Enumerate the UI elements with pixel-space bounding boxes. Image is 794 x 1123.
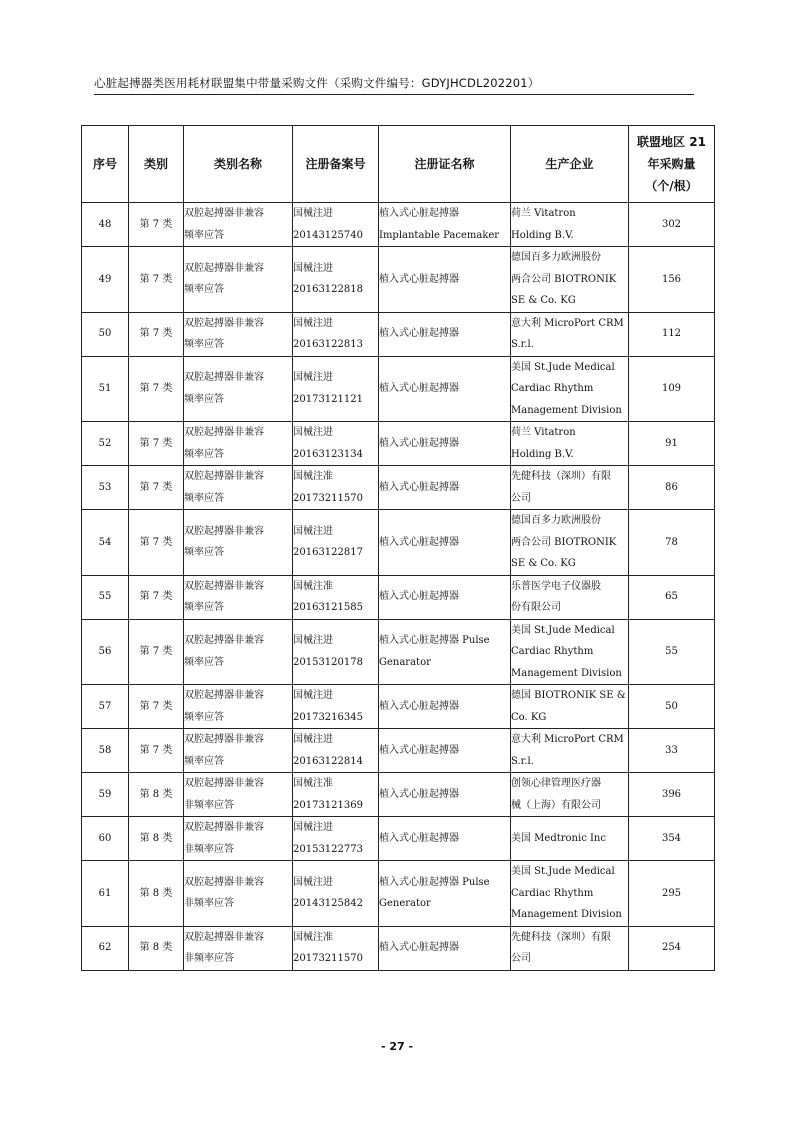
cell-company	[511, 247, 629, 313]
cell-volume	[629, 247, 715, 313]
cell-volume	[629, 773, 715, 817]
cell-company-text: 创领心律管理医疗器 械（上海）有限公司	[511, 778, 601, 811]
column-header: 注册证名称	[379, 126, 511, 203]
cell-cat-text: 第 7 类	[139, 218, 173, 230]
cell-name-text: 双腔起搏器非兼容 非频率应答	[184, 876, 264, 910]
cell-reg-text: 国械注准 20163121585	[293, 580, 363, 613]
cell-company	[511, 575, 629, 619]
cell-cat-text: 第 7 类	[139, 646, 173, 657]
cell-name-text: 双腔起搏器非兼容 频率应答	[184, 525, 264, 559]
cell-company-text: 美国 St.Jude Medical Cardiac Rhythm Management Division	[511, 866, 622, 920]
cell-name-text: 双腔起搏器非兼容 频率应答	[184, 427, 264, 460]
cell-no-text: 61	[98, 887, 112, 899]
cell-name-text: 双腔起搏器非兼容 非频率应答	[184, 931, 264, 964]
cell-cert	[379, 247, 511, 313]
cell-cat-text: 第 7 类	[139, 273, 173, 285]
cell-reg	[293, 729, 379, 773]
cell-cat-text: 第 7 类	[139, 744, 173, 756]
cell-reg-text: 国械注进 20163122813	[293, 317, 363, 350]
cell-name	[184, 312, 293, 356]
cell-volume	[629, 466, 715, 510]
cell-reg	[293, 203, 379, 247]
cell-reg-text: 国械注进 20173216345	[293, 690, 363, 723]
cell-cat	[129, 575, 184, 619]
cell-no	[82, 619, 129, 685]
cell-cert	[379, 926, 511, 970]
cell-no	[82, 773, 129, 817]
table-row	[82, 773, 715, 817]
cell-cert-text: 植入式心脏起搏器	[379, 481, 459, 493]
cell-no-text: 60	[98, 832, 112, 844]
table-row	[82, 685, 715, 729]
cell-cat-text: 第 7 类	[139, 481, 173, 493]
cell-company-text: 先健科技（深圳）有限 公司	[511, 471, 611, 504]
cell-cat	[129, 773, 184, 817]
cell-cert-text: 植入式心脏起搏器 Implantable Pacemaker	[379, 208, 500, 241]
cell-reg-text: 国械注准 20173121369	[293, 778, 363, 811]
cell-cert-text: 植入式心脏起搏器	[379, 437, 459, 449]
cell-company	[511, 312, 629, 356]
cell-name-text: 双腔起搏器非兼容 频率应答	[184, 262, 264, 296]
cell-no-text: 58	[98, 744, 112, 756]
cell-cert-text: 植入式心脏起搏器 Pulse Genarator	[379, 635, 490, 668]
cell-cert	[379, 203, 511, 247]
cell-cert	[379, 466, 511, 510]
cell-cert-text: 植入式心脏起搏器	[379, 942, 459, 954]
cell-name-text: 双腔起搏器非兼容 频率应答	[184, 317, 264, 350]
cell-volume-text: 78	[665, 536, 678, 548]
cell-cat	[129, 817, 184, 861]
cell-name	[184, 619, 293, 685]
cell-company-text: 意大利 MicroPort CRM S.r.l.	[511, 734, 624, 767]
cell-volume-text: 91	[665, 437, 678, 449]
cell-cert	[379, 422, 511, 466]
column-header: 类别	[129, 126, 184, 203]
cell-cert	[379, 861, 511, 927]
cell-name	[184, 861, 293, 927]
cell-name-text: 双腔起搏器非兼容 频率应答	[184, 635, 264, 668]
cell-name-text: 双腔起搏器非兼容 频率应答	[184, 690, 264, 723]
cell-no	[82, 356, 129, 422]
cell-name	[184, 510, 293, 576]
cell-company	[511, 685, 629, 729]
cell-reg	[293, 926, 379, 970]
cell-volume-text: 254	[661, 942, 682, 954]
document-header: 心脏起搏器类医用耗材联盟集中带量采购文件（采购文件编号：GDYJHCDL202201）	[94, 76, 540, 90]
cell-reg	[293, 861, 379, 927]
cell-cert-text: 植入式心脏起搏器	[379, 536, 459, 548]
cell-name-text: 双腔起搏器非兼容 频率应答	[184, 471, 264, 504]
table-row	[82, 729, 715, 773]
cell-cat	[129, 247, 184, 313]
cell-no	[82, 926, 129, 970]
table-body	[82, 203, 715, 971]
cell-name-text: 双腔起搏器非兼容 频率应答	[184, 208, 264, 241]
cell-reg-text: 国械注进 20163122818	[293, 262, 363, 296]
cell-company-text: 美国 St.Jude Medical Cardiac Rhythm Management Division	[511, 624, 622, 679]
cell-cat-text: 第 8 类	[139, 942, 173, 954]
cell-volume	[629, 729, 715, 773]
cell-volume-text: 112	[661, 328, 682, 340]
table-row	[82, 861, 715, 927]
cell-no-text: 56	[98, 646, 112, 657]
cell-no-text: 52	[98, 437, 112, 449]
column-header: 注册备案号	[293, 126, 379, 203]
header-divider	[94, 94, 694, 95]
cell-no-text: 62	[98, 942, 112, 954]
cell-company	[511, 356, 629, 422]
cell-volume	[629, 203, 715, 247]
cell-no	[82, 729, 129, 773]
cell-cat-text: 第 7 类	[139, 536, 173, 548]
cell-cat-text: 第 7 类	[139, 383, 173, 394]
cell-reg	[293, 247, 379, 313]
cell-reg	[293, 356, 379, 422]
cell-reg-text: 国械注进 20163123134	[293, 427, 363, 460]
cell-volume	[629, 510, 715, 576]
cell-cat	[129, 685, 184, 729]
cell-name	[184, 466, 293, 510]
cell-cert	[379, 729, 511, 773]
cell-cat	[129, 203, 184, 247]
cell-volume-text: 65	[665, 591, 678, 603]
table-row	[82, 356, 715, 422]
cell-volume	[629, 422, 715, 466]
cell-no-text: 48	[98, 218, 112, 230]
cell-company-text: 荷兰 Vitatron Holding B.V.	[511, 208, 576, 241]
cell-cert	[379, 356, 511, 422]
cell-company-text: 德国 BIOTRONIK SE & Co. KG	[511, 690, 626, 723]
cell-company	[511, 203, 629, 247]
cell-cat	[129, 926, 184, 970]
procurement-table	[81, 125, 715, 971]
cell-volume-text: 86	[665, 481, 678, 493]
cell-no	[82, 575, 129, 619]
cell-company-text: 德国百多力欧洲股份 两合公司 BIOTRONIK SE & Co. KG	[511, 252, 617, 306]
cell-name	[184, 926, 293, 970]
cell-cert-text: 植入式心脏起搏器	[379, 788, 459, 800]
cell-name	[184, 817, 293, 861]
cell-cat-text: 第 7 类	[139, 328, 173, 340]
page-number: - 27 -	[380, 1040, 414, 1053]
cell-cat-text: 第 7 类	[139, 591, 173, 603]
cell-volume-text: 295	[661, 887, 682, 899]
cell-company	[511, 619, 629, 685]
cell-name	[184, 203, 293, 247]
cell-name	[184, 422, 293, 466]
cell-cert-text: 植入式心脏起搏器	[379, 744, 459, 756]
cell-company	[511, 773, 629, 817]
cell-name	[184, 773, 293, 817]
cell-cert	[379, 773, 511, 817]
cell-cat-text: 第 8 类	[139, 887, 173, 899]
cell-cat	[129, 619, 184, 685]
cell-company	[511, 729, 629, 773]
cell-reg-text: 国械注进 20153120178	[293, 635, 363, 668]
cell-cert-text: 植入式心脏起搏器	[379, 591, 459, 603]
cell-company-text: 意大利 MicroPort CRM S.r.l.	[511, 317, 624, 350]
cell-no-text: 57	[98, 700, 112, 712]
cell-cert	[379, 619, 511, 685]
cell-cert-text: 植入式心脏起搏器	[379, 273, 459, 285]
cell-cat-text: 第 7 类	[139, 437, 173, 449]
cell-reg	[293, 510, 379, 576]
cell-cat-text: 第 8 类	[139, 832, 173, 844]
cell-volume-text: 33	[665, 744, 678, 756]
cell-cert-text: 植入式心脏起搏器	[379, 832, 459, 844]
cell-company	[511, 861, 629, 927]
cell-volume-text: 156	[661, 273, 682, 285]
cell-reg-text: 国械注进 20143125740	[293, 208, 363, 241]
cell-company	[511, 510, 629, 576]
table-row	[82, 312, 715, 356]
cell-company-text: 先健科技（深圳）有限 公司	[511, 931, 611, 964]
cell-reg-text: 国械注进 20143125842	[293, 876, 363, 910]
cell-reg-text: 国械注进 20153122773	[293, 822, 363, 855]
cell-no-text: 50	[98, 328, 112, 340]
table-row	[82, 466, 715, 510]
cell-reg	[293, 619, 379, 685]
cell-no	[82, 247, 129, 313]
cell-name	[184, 685, 293, 729]
cell-name-text: 双腔起搏器非兼容 非频率应答	[184, 822, 264, 855]
cell-name	[184, 356, 293, 422]
column-header: 序号	[82, 126, 129, 203]
column-header: 生产企业	[511, 126, 629, 203]
cell-reg	[293, 773, 379, 817]
cell-reg	[293, 685, 379, 729]
cell-volume-text: 50	[665, 700, 678, 712]
cell-cert-text: 植入式心脏起搏器	[379, 383, 459, 394]
cell-volume-text: 55	[665, 646, 678, 657]
cell-volume-text: 396	[661, 788, 682, 800]
cell-company-text: 美国 St.Jude Medical Cardiac Rhythm Management Division	[511, 361, 622, 416]
cell-reg-text: 国械注进 20163122817	[293, 525, 363, 559]
cell-reg-text: 国械注准 20173211570	[293, 931, 363, 964]
cell-reg	[293, 312, 379, 356]
cell-reg-text: 国械注准 20173211570	[293, 471, 363, 504]
cell-cert	[379, 510, 511, 576]
table-row	[82, 619, 715, 685]
column-header: 类别名称	[184, 126, 293, 203]
cell-company-text: 乐普医学电子仪器股 份有限公司	[511, 580, 601, 613]
table-header-row	[82, 126, 715, 203]
cell-no	[82, 422, 129, 466]
cell-volume	[629, 619, 715, 685]
cell-name	[184, 575, 293, 619]
cell-company-text: 荷兰 Vitatron Holding B.V.	[511, 427, 576, 460]
cell-no	[82, 861, 129, 927]
column-header: 联盟地区 21 年采购量 （个/根）	[629, 126, 715, 203]
cell-name-text: 双腔起搏器非兼容 频率应答	[184, 734, 264, 767]
cell-name	[184, 247, 293, 313]
cell-cat	[129, 356, 184, 422]
cell-volume	[629, 575, 715, 619]
cell-reg	[293, 817, 379, 861]
cell-name-text: 双腔起搏器非兼容 非频率应答	[184, 778, 264, 811]
cell-reg-text: 国械注进 20163122814	[293, 734, 363, 767]
cell-no-text: 53	[98, 481, 112, 493]
cell-cert-text: 植入式心脏起搏器	[379, 700, 459, 712]
cell-name	[184, 729, 293, 773]
cell-cert	[379, 685, 511, 729]
cell-no	[82, 203, 129, 247]
cell-reg	[293, 422, 379, 466]
cell-no	[82, 466, 129, 510]
cell-company-text: 德国百多力欧洲股份 两合公司 BIOTRONIK SE & Co. KG	[511, 515, 617, 569]
cell-reg-text: 国械注进 20173121121	[293, 372, 363, 405]
cell-no-text: 54	[98, 536, 112, 548]
cell-cat	[129, 861, 184, 927]
cell-volume	[629, 312, 715, 356]
cell-no-text: 59	[98, 788, 112, 800]
cell-cat	[129, 510, 184, 576]
cell-cert	[379, 312, 511, 356]
cell-cert-text: 植入式心脏起搏器 Pulse Generator	[379, 876, 490, 910]
cell-volume	[629, 861, 715, 927]
table-row	[82, 817, 715, 861]
table-row	[82, 926, 715, 970]
cell-no	[82, 685, 129, 729]
cell-no	[82, 510, 129, 576]
cell-cat	[129, 422, 184, 466]
cell-cat	[129, 466, 184, 510]
table-header	[82, 126, 715, 203]
cell-reg	[293, 466, 379, 510]
table-row	[82, 203, 715, 247]
cell-cert	[379, 817, 511, 861]
cell-no	[82, 817, 129, 861]
cell-cat	[129, 729, 184, 773]
cell-company-text: 美国 Medtronic Inc	[511, 832, 606, 844]
cell-volume	[629, 817, 715, 861]
cell-cat-text: 第 7 类	[139, 700, 173, 712]
cell-no-text: 55	[98, 591, 112, 603]
cell-company	[511, 422, 629, 466]
cell-volume	[629, 926, 715, 970]
cell-volume-text: 109	[661, 383, 682, 394]
cell-cat	[129, 312, 184, 356]
cell-company	[511, 926, 629, 970]
cell-no-text: 49	[98, 273, 112, 285]
cell-volume-text: 302	[661, 218, 682, 230]
table-row	[82, 510, 715, 576]
cell-reg	[293, 575, 379, 619]
cell-cat-text: 第 8 类	[139, 788, 173, 800]
cell-company	[511, 466, 629, 510]
cell-company	[511, 817, 629, 861]
cell-volume	[629, 685, 715, 729]
table-row	[82, 247, 715, 313]
table-row	[82, 575, 715, 619]
cell-cert	[379, 575, 511, 619]
cell-volume	[629, 356, 715, 422]
table-row	[82, 422, 715, 466]
cell-name-text: 双腔起搏器非兼容 频率应答	[184, 580, 264, 613]
cell-no	[82, 312, 129, 356]
cell-volume-text: 354	[661, 832, 682, 844]
cell-name-text: 双腔起搏器非兼容 频率应答	[184, 372, 264, 405]
cell-no-text: 51	[98, 383, 112, 394]
cell-cert-text: 植入式心脏起搏器	[379, 328, 459, 340]
